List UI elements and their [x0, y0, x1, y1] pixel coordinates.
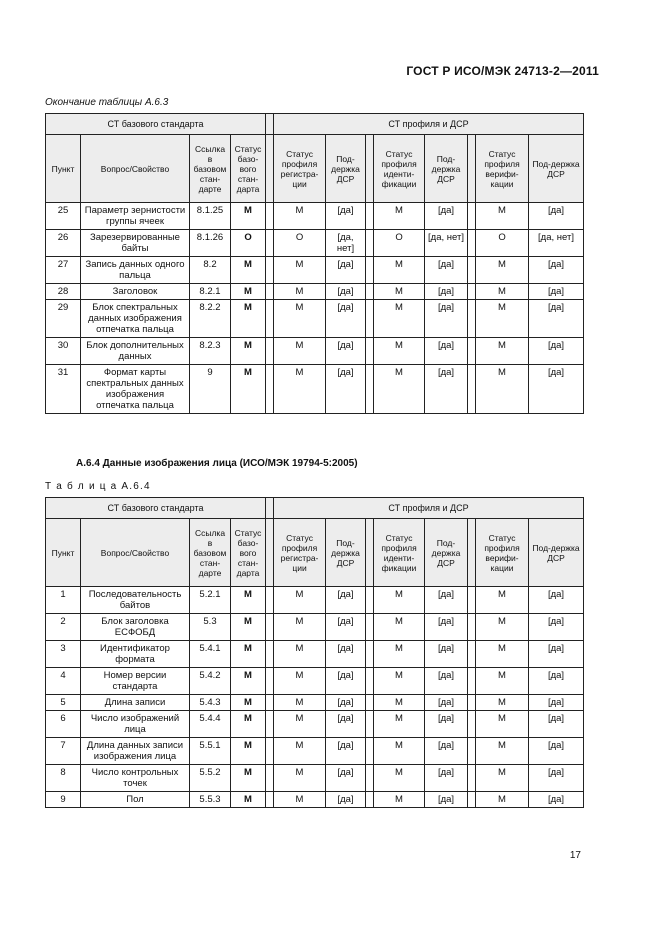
row-support-ident: [да] — [425, 668, 468, 695]
row-status-base: M — [231, 300, 266, 338]
row-status-ident: M — [374, 792, 425, 808]
row-status-ident: M — [374, 284, 425, 300]
row-question: Номер версии стандарта — [81, 668, 190, 695]
row-reference: 5.2.1 — [190, 587, 231, 614]
row-status-verif: O — [476, 230, 529, 257]
row-status-verif: M — [476, 738, 529, 765]
row-status-reg: M — [274, 738, 326, 765]
row-support-reg: [да] — [326, 365, 366, 414]
row-support-verif: [да, нет] — [529, 230, 584, 257]
row-support-ident: [да] — [425, 641, 468, 668]
document-code: ГОСТ Р ИСО/МЭК 24713-2—2011 — [406, 64, 599, 78]
col-status-reg: Статус профиля регистра-ции — [274, 135, 326, 203]
row-support-verif: [да] — [529, 711, 584, 738]
row-status-base: M — [231, 792, 266, 808]
row-number: 7 — [46, 738, 81, 765]
row-support-ident: [да] — [425, 711, 468, 738]
table-row — [46, 668, 584, 695]
row-question: Последовательность байтов — [81, 587, 190, 614]
row-status-ident: M — [374, 738, 425, 765]
table-a64 — [45, 497, 584, 808]
row-status-reg: M — [274, 695, 326, 711]
row-support-reg: [да, нет] — [326, 230, 366, 257]
row-status-ident: M — [374, 365, 425, 414]
row-reference: 9 — [190, 365, 231, 414]
group-base-header: СТ базового стандарта — [46, 498, 266, 519]
row-status-verif: M — [476, 765, 529, 792]
row-number: 2 — [46, 614, 81, 641]
row-question: Блок заголовка ЕСФОБД — [81, 614, 190, 641]
row-support-verif: [да] — [529, 300, 584, 338]
row-status-ident: M — [374, 257, 425, 284]
row-support-reg: [да] — [326, 738, 366, 765]
row-number: 31 — [46, 365, 81, 414]
row-question: Пол — [81, 792, 190, 808]
table-continuation-caption: Окончание таблицы А.6.3 — [45, 97, 169, 108]
section-heading: А.6.4 Данные изображения лица (ИСО/МЭК 19794-5:2005) — [76, 458, 358, 469]
row-support-verif: [да] — [529, 365, 584, 414]
col-status-base: Статус базо-вого стан-дарта — [231, 135, 266, 203]
row-number: 5 — [46, 695, 81, 711]
row-question: Заголовок — [81, 284, 190, 300]
row-question: Запись данных одного пальца — [81, 257, 190, 284]
row-status-reg: M — [274, 284, 326, 300]
row-question: Блок спектральных данных изображения отпечатка пальца — [81, 300, 190, 338]
table-row — [46, 284, 584, 300]
row-reference: 5.5.2 — [190, 765, 231, 792]
row-support-reg: [да] — [326, 257, 366, 284]
row-reference: 5.5.3 — [190, 792, 231, 808]
row-status-base: M — [231, 738, 266, 765]
row-status-verif: M — [476, 792, 529, 808]
row-status-verif: M — [476, 711, 529, 738]
row-status-reg: M — [274, 203, 326, 230]
row-reference: 8.1.26 — [190, 230, 231, 257]
table-a63-end — [45, 113, 584, 414]
row-support-ident: [да] — [425, 284, 468, 300]
page-number: 17 — [569, 850, 581, 861]
row-support-ident: [да] — [425, 614, 468, 641]
col-support-3: Под-держка ДСР — [529, 519, 584, 587]
row-reference: 5.4.4 — [190, 711, 231, 738]
row-status-base: M — [231, 587, 266, 614]
row-support-verif: [да] — [529, 792, 584, 808]
row-support-reg: [да] — [326, 587, 366, 614]
row-support-ident: [да] — [425, 792, 468, 808]
row-support-verif: [да] — [529, 338, 584, 365]
row-status-verif: M — [476, 338, 529, 365]
col-status-reg: Статус профиля регистра-ции — [274, 519, 326, 587]
row-status-reg: M — [274, 587, 326, 614]
row-support-verif: [да] — [529, 641, 584, 668]
row-status-base: M — [231, 695, 266, 711]
row-support-reg: [да] — [326, 695, 366, 711]
row-status-reg: M — [274, 641, 326, 668]
col-support-3: Под-держка ДСР — [529, 135, 584, 203]
table-row — [46, 738, 584, 765]
col-status-verif: Статус профиля верифи-кации — [476, 135, 529, 203]
row-number: 30 — [46, 338, 81, 365]
row-status-verif: M — [476, 300, 529, 338]
row-status-base: O — [231, 230, 266, 257]
row-question: Блок дополнительных данных — [81, 338, 190, 365]
row-reference: 5.4.1 — [190, 641, 231, 668]
table-row — [46, 300, 584, 338]
row-support-ident: [да] — [425, 695, 468, 711]
row-status-base: M — [231, 365, 266, 414]
row-number: 25 — [46, 203, 81, 230]
row-status-reg: M — [274, 257, 326, 284]
row-status-base: M — [231, 284, 266, 300]
row-status-verif: M — [476, 284, 529, 300]
table-row — [46, 614, 584, 641]
row-status-reg: O — [274, 230, 326, 257]
row-reference: 5.4.2 — [190, 668, 231, 695]
row-reference: 8.1.25 — [190, 203, 231, 230]
row-number: 1 — [46, 587, 81, 614]
row-question: Параметр зернистости группы ячеек — [81, 203, 190, 230]
row-support-ident: [да] — [425, 203, 468, 230]
col-support-1: Под-держка ДСР — [326, 519, 366, 587]
row-support-verif: [да] — [529, 257, 584, 284]
col-support-2: Под-держка ДСР — [425, 135, 468, 203]
row-reference: 8.2.2 — [190, 300, 231, 338]
row-support-ident: [да, нет] — [425, 230, 468, 257]
row-status-base: M — [231, 641, 266, 668]
row-support-verif: [да] — [529, 695, 584, 711]
row-support-ident: [да] — [425, 338, 468, 365]
row-number: 27 — [46, 257, 81, 284]
group-profile-header: СТ профиля и ДСР — [274, 498, 584, 519]
row-question: Длина записи — [81, 695, 190, 711]
table-row — [46, 257, 584, 284]
row-status-ident: O — [374, 230, 425, 257]
row-status-verif: M — [476, 203, 529, 230]
table-row — [46, 203, 584, 230]
row-status-base: M — [231, 338, 266, 365]
row-status-reg: M — [274, 338, 326, 365]
row-status-ident: M — [374, 668, 425, 695]
row-status-verif: M — [476, 695, 529, 711]
row-support-reg: [да] — [326, 711, 366, 738]
table-caption: Т а б л и ц а А.6.4 — [45, 481, 151, 492]
group-profile-header: СТ профиля и ДСР — [274, 114, 584, 135]
col-status-ident: Статус профиля иденти-фикации — [374, 519, 425, 587]
table-row — [46, 641, 584, 668]
row-support-reg: [да] — [326, 792, 366, 808]
col-status-base: Статус базо-вого стан-дарта — [231, 519, 266, 587]
row-status-reg: M — [274, 365, 326, 414]
row-support-ident: [да] — [425, 765, 468, 792]
table-row — [46, 711, 584, 738]
row-status-verif: M — [476, 614, 529, 641]
row-support-verif: [да] — [529, 614, 584, 641]
row-support-verif: [да] — [529, 284, 584, 300]
row-support-ident: [да] — [425, 300, 468, 338]
row-support-verif: [да] — [529, 203, 584, 230]
row-reference: 8.2.3 — [190, 338, 231, 365]
col-item: Пункт — [46, 519, 81, 587]
table-row — [46, 695, 584, 711]
col-ref: Ссылка в базовом стан-дарте — [190, 519, 231, 587]
row-support-reg: [да] — [326, 668, 366, 695]
table-row — [46, 765, 584, 792]
table-row — [46, 230, 584, 257]
row-status-reg: M — [274, 711, 326, 738]
row-status-reg: M — [274, 792, 326, 808]
row-support-reg: [да] — [326, 284, 366, 300]
row-question: Число изображений лица — [81, 711, 190, 738]
row-number: 4 — [46, 668, 81, 695]
row-support-reg: [да] — [326, 338, 366, 365]
row-reference: 5.4.3 — [190, 695, 231, 711]
row-number: 9 — [46, 792, 81, 808]
row-number: 29 — [46, 300, 81, 338]
row-support-verif: [да] — [529, 738, 584, 765]
row-status-ident: M — [374, 203, 425, 230]
table-row — [46, 338, 584, 365]
row-status-ident: M — [374, 300, 425, 338]
row-reference: 8.2 — [190, 257, 231, 284]
row-status-verif: M — [476, 668, 529, 695]
row-status-base: M — [231, 765, 266, 792]
col-question: Вопрос/Свойство — [81, 135, 190, 203]
row-support-verif: [да] — [529, 765, 584, 792]
row-question: Число контрольных точек — [81, 765, 190, 792]
row-support-reg: [да] — [326, 300, 366, 338]
row-number: 8 — [46, 765, 81, 792]
row-status-ident: M — [374, 587, 425, 614]
row-number: 26 — [46, 230, 81, 257]
row-status-base: M — [231, 257, 266, 284]
row-status-ident: M — [374, 338, 425, 365]
col-support-2: Под-держка ДСР — [425, 519, 468, 587]
row-status-ident: M — [374, 765, 425, 792]
row-status-base: M — [231, 668, 266, 695]
row-status-ident: M — [374, 711, 425, 738]
group-base-header: СТ базового стандарта — [46, 114, 266, 135]
row-support-verif: [да] — [529, 587, 584, 614]
row-support-reg: [да] — [326, 203, 366, 230]
row-support-ident: [да] — [425, 738, 468, 765]
row-number: 3 — [46, 641, 81, 668]
row-status-verif: M — [476, 257, 529, 284]
row-status-base: M — [231, 203, 266, 230]
row-reference: 8.2.1 — [190, 284, 231, 300]
row-support-ident: [да] — [425, 365, 468, 414]
row-status-reg: M — [274, 300, 326, 338]
row-support-ident: [да] — [425, 257, 468, 284]
row-question: Формат карты спектральных данных изображения отпечатка пальца — [81, 365, 190, 414]
row-status-reg: M — [274, 765, 326, 792]
row-support-ident: [да] — [425, 587, 468, 614]
row-status-reg: M — [274, 614, 326, 641]
col-support-1: Под-держка ДСР — [326, 135, 366, 203]
table-row — [46, 792, 584, 808]
col-item: Пункт — [46, 135, 81, 203]
row-status-verif: M — [476, 365, 529, 414]
row-status-reg: M — [274, 668, 326, 695]
row-support-verif: [да] — [529, 668, 584, 695]
col-status-verif: Статус профиля верифи-кации — [476, 519, 529, 587]
row-support-reg: [да] — [326, 765, 366, 792]
row-status-ident: M — [374, 695, 425, 711]
row-status-base: M — [231, 711, 266, 738]
col-status-ident: Статус профиля иденти-фикации — [374, 135, 425, 203]
row-status-base: M — [231, 614, 266, 641]
row-status-ident: M — [374, 614, 425, 641]
row-support-reg: [да] — [326, 614, 366, 641]
col-ref: Ссылка в базовом стан-дарте — [190, 135, 231, 203]
col-question: Вопрос/Свойство — [81, 519, 190, 587]
table-row — [46, 587, 584, 614]
table-row — [46, 365, 584, 414]
row-question: Идентификатор формата — [81, 641, 190, 668]
row-question: Зарезервированные байты — [81, 230, 190, 257]
row-number: 6 — [46, 711, 81, 738]
row-reference: 5.5.1 — [190, 738, 231, 765]
row-status-verif: M — [476, 587, 529, 614]
row-question: Длина данных записи изображения лица — [81, 738, 190, 765]
row-number: 28 — [46, 284, 81, 300]
row-status-verif: M — [476, 641, 529, 668]
row-status-ident: M — [374, 641, 425, 668]
row-reference: 5.3 — [190, 614, 231, 641]
row-support-reg: [да] — [326, 641, 366, 668]
